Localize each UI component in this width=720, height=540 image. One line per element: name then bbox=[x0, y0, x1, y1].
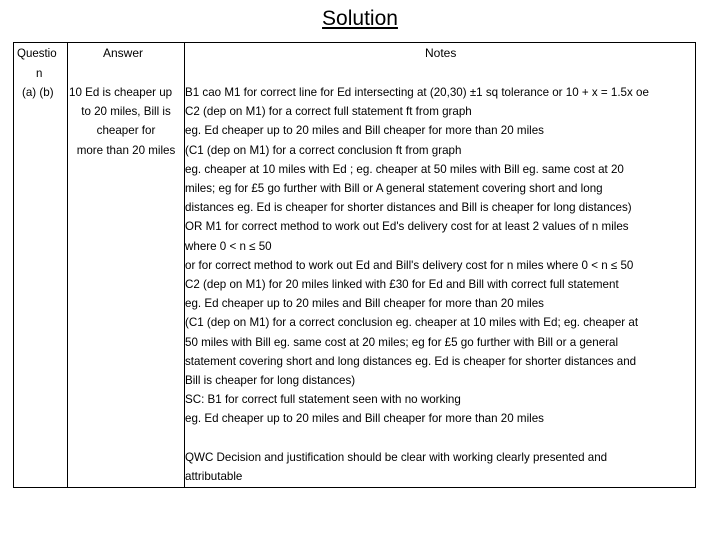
answer-line: more than 20 miles bbox=[76, 143, 176, 157]
qwc-line: attributable bbox=[185, 470, 243, 484]
answer-line: 10 Ed is cheaper up bbox=[69, 86, 173, 99]
notes-line: (C1 (dep on M1) for a correct conclusion ft from graph bbox=[185, 143, 462, 157]
notes-line: statement covering short and long distances eg. Ed is cheaper for shorter distances and bbox=[185, 354, 637, 368]
notes-line: where 0 < n ≤ 50 bbox=[185, 239, 272, 253]
qwc-line: QWC Decision and justification should be clear with working clearly presented and bbox=[185, 450, 608, 464]
notes-cell bbox=[185, 83, 649, 486]
header-question bbox=[17, 44, 57, 84]
notes-line: or for correct method to work out Ed and Bill's delivery cost for n miles where 0 < n ≤ 50 bbox=[185, 258, 634, 272]
notes-line: 50 miles with Bill eg. same cost at 20 miles; eg for £5 go further with Bill or a general bbox=[185, 335, 619, 349]
notes-line: eg. Ed cheaper up to 20 miles and Bill cheaper for more than 20 miles bbox=[185, 297, 544, 311]
answer-line: cheaper for bbox=[96, 124, 156, 138]
header-question-line1: Questio bbox=[17, 48, 57, 60]
answer-line: to 20 miles, Bill is bbox=[81, 105, 171, 119]
notes-line: OR M1 for correct method to work out Ed's delivery cost for at least 2 values of n miles bbox=[185, 220, 629, 234]
header-question-line2: n bbox=[36, 68, 43, 80]
page-title: Solution bbox=[322, 7, 398, 30]
notes-line: B1 cao M1 for correct line for Ed intersecting at (20,30) ±1 sq tolerance or 10 + x = 1.5x oe bbox=[185, 86, 649, 99]
notes-line: miles; eg for £5 go further with Bill or A general statement covering short and long bbox=[185, 182, 603, 196]
notes-line: eg. Ed cheaper up to 20 miles and Bill cheaper for more than 20 miles bbox=[185, 412, 544, 426]
notes-line: distances eg. Ed is cheaper for shorter distances and Bill is cheaper for long distances) bbox=[185, 201, 632, 215]
question-label: (a) (b) bbox=[22, 86, 54, 99]
notes-line: C2 (dep on M1) for a correct full statement ft from graph bbox=[185, 105, 472, 119]
answer-cell bbox=[68, 83, 184, 160]
notes-line: eg. Ed cheaper up to 20 miles and Bill cheaper for more than 20 miles bbox=[185, 124, 544, 138]
header-answer: Answer bbox=[103, 46, 144, 60]
notes-line: C2 (dep on M1) for 20 miles linked with £30 for Ed and Bill with correct full statement bbox=[185, 278, 619, 292]
notes-line: (C1 (dep on M1) for a correct conclusion eg. cheaper at 10 miles with Ed; eg. cheaper at bbox=[185, 316, 639, 330]
notes-line: eg. cheaper at 10 miles with Ed ; eg. cheaper at 50 miles with Bill eg. same cost at 20 bbox=[185, 162, 624, 176]
header-notes: Notes bbox=[425, 46, 457, 60]
spacer bbox=[185, 429, 649, 448]
notes-line: Bill is cheaper for long distances) bbox=[185, 374, 356, 388]
notes-line: SC: B1 for correct full statement seen with no working bbox=[185, 393, 461, 407]
